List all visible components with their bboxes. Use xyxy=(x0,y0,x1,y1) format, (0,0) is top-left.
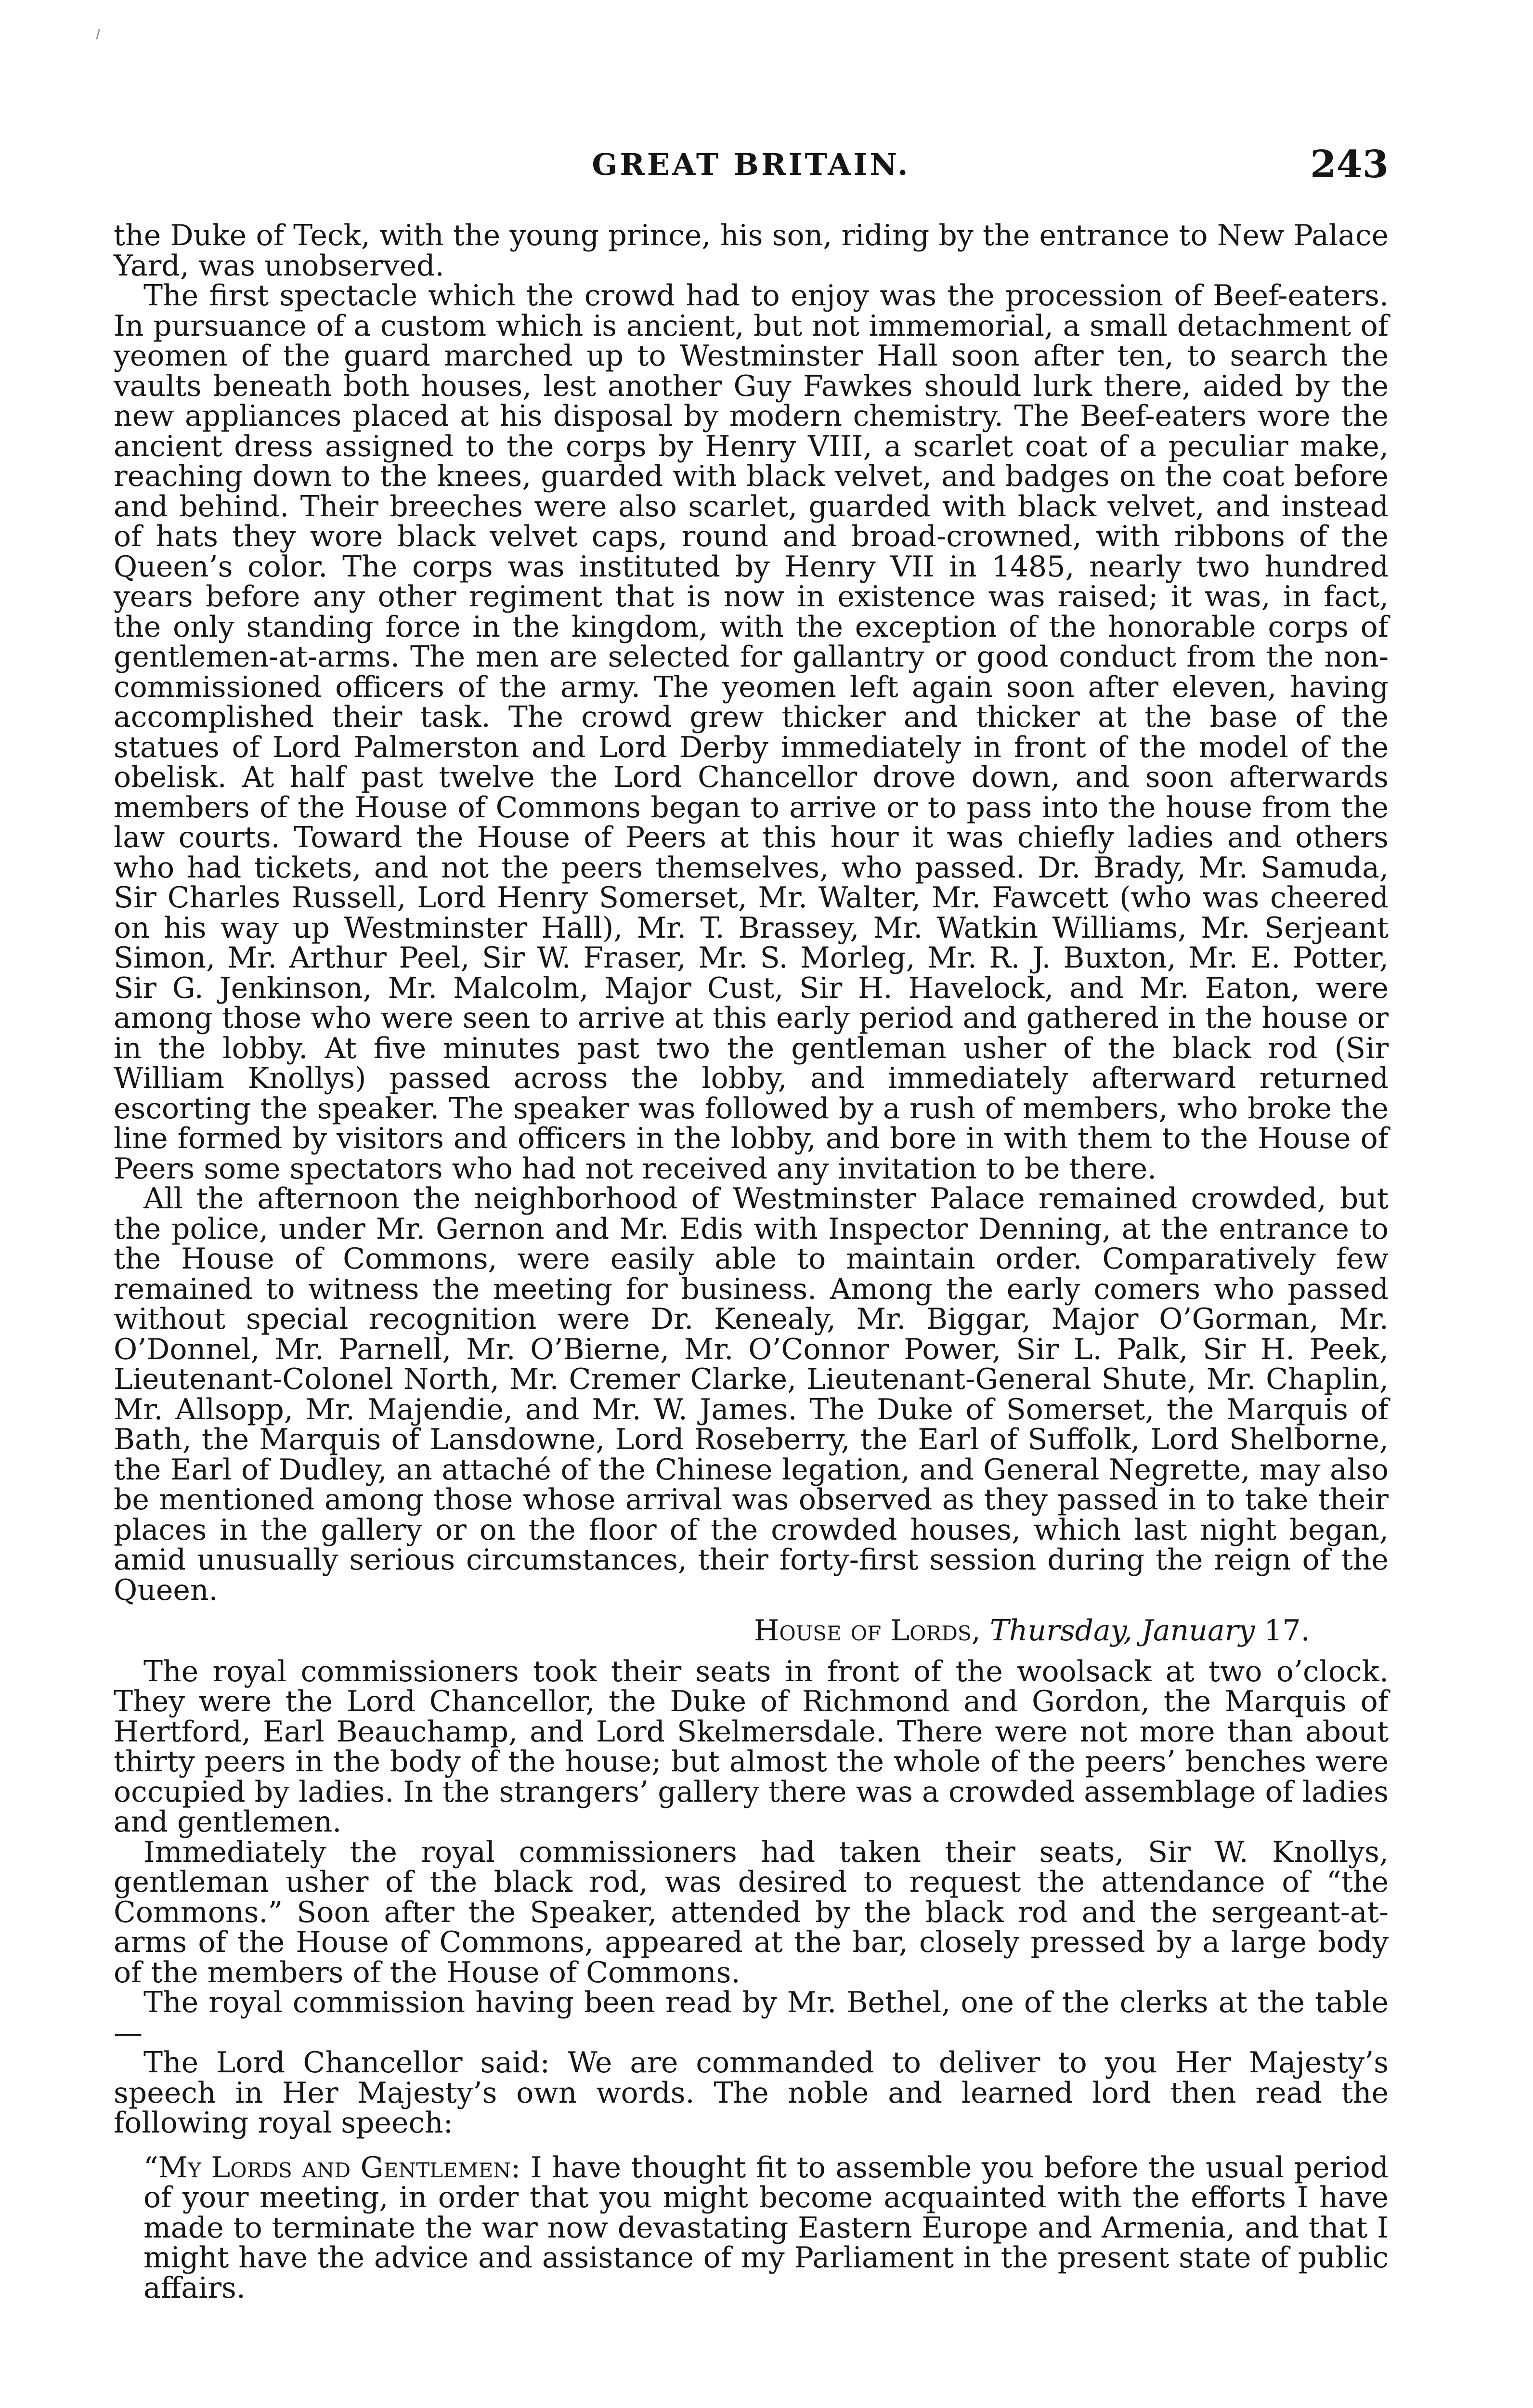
page-number: 243 xyxy=(1310,143,1389,186)
dateline-date: 17. xyxy=(1255,1614,1310,1648)
paragraph-continuation: the Duke of Teck, with the young prince, his son, riding by the entrance to New Palace Yard, was unobserved. xyxy=(114,219,1389,283)
paragraph-commission-read: The royal commission having been read by Mr. Bethel, one of the clerks at the table— xyxy=(114,1986,1389,2050)
body-text xyxy=(114,221,1389,2303)
dateline-place: House of Lords, xyxy=(754,1614,981,1648)
paragraph-afternoon: All the afternoon the neighborhood of Westminster Palace remained crowded, but the police, under Mr. Gernon and Mr. Edis with Inspector Denning, at the entrance to the House of Commons, were easily able to maintain order. Comparatively few remained to witness the meeting for business. Among the early comers who passed without special recognition were Dr. Kenealy, Mr. Biggar, Major O’Gorman, Mr. O’Donnel, Mr. Parnell, Mr. O’Bierne, Mr. O’Connor Power, Sir L. Palk, Sir H. Peek, Lieutenant-Colonel North, Mr. Cremer Clarke, Lieutenant-General Shute, Mr. Chaplin, Mr. Allsopp, Mr. Majendie, and Mr. W. James. The Duke of Somerset, the Marquis of Bath, the Marquis of Lansdowne, Lord Roseberry, the Earl of Suffolk, Lord Shelborne, the Earl of Dudley, an attaché of the Chinese legation, and General Negrette, may also be mentioned among those whose arrival was observed as they passed in to take their places in the gallery or on the floor of the crowded houses, which last night began, amid unusually serious circumstances, their forty-first session during the reign of the Queen. xyxy=(114,1182,1389,1607)
paragraph-black-rod: Immediately the royal commissioners had taken their seats, Sir W. Knollys, gentleman usher of the black rod, was desired to request the attendance of “the Commons.” Soon after the Speaker, attended by the black rod and the sergeant-at-arms of the House of Commons, appeared at the bar, closely pressed by a large body of the members of the House of Commons. xyxy=(114,1835,1389,1989)
speech-salutation: “My Lords and Gentlemen xyxy=(143,2150,511,2185)
royal-speech-opening xyxy=(143,2150,1389,2305)
section-dateline xyxy=(114,1616,1389,1646)
paragraph-commissioners: The royal commissioners took their seats in front of the woolsack at two o’clock. They were the Lord Chancellor, the Duke of Richmond and Gordon, the Marquis of Hertford, Earl Beauchamp, and Lord Skelmersdale. There were not more than about thirty peers in the body of the house; but almost the whole of the peers’ benches were occupied by ladies. In the strangers’ gallery there was a crowded assemblage of ladies and gentlemen. xyxy=(114,1654,1389,1839)
running-head: GREAT BRITAIN. xyxy=(592,147,910,182)
page-header xyxy=(114,141,1389,189)
scan-mark xyxy=(96,29,100,39)
dateline-day: Thursday, January xyxy=(989,1614,1255,1648)
paragraph-beef-eaters: The first spectacle which the crowd had to enjoy was the procession of Beef-eaters. In pursuance of a custom which is ancient, but not immemorial, a small detachment of yeomen of the guard marched up to Westminster Hall soon after ten, to search the vaults beneath both houses, lest another Guy Fawkes should lurk there, aided by the new appliances placed at his disposal by modern chemistry. The Beef-eaters wore the ancient dress assigned to the corps by Henry VIII, a scarlet coat of a peculiar make, reaching down to the knees, guarded with black velvet, and badges on the coat before and behind. Their breeches were also scarlet, guarded with black velvet, and instead of hats they wore black velvet caps, round and broad-crowned, with ribbons of the Queen’s color. The corps was instituted by Henry VII in 1485, nearly two hundred years before any other regiment that is now in existence was raised; it was, in fact, the only standing force in the kingdom, with the exception of the honorable corps of gentlemen-at-arms. The men are selected for gallantry or good conduct from the non-commissioned officers of the army. The yeomen left again soon after eleven, having accomplished their task. The crowd grew thicker and thicker at the base of the statues of Lord Palmerston and Lord Derby immediately in front of the model of the obelisk. At half past twelve the Lord Chancellor drove down, and soon afterwards members of the House of Commons began to arrive or to pass into the house from the law courts. Toward the House of Peers at this hour it was chiefly ladies and others who had tickets, and not the peers themselves, who passed. Dr. Brady, Mr. Samuda, Sir Charles Russell, Lord Henry Somerset, Mr. Walter, Mr. Fawcett (who was cheered on his way up Westminster Hall), Mr. T. Brassey, Mr. Watkin Williams, Mr. Serjeant Simon, Mr. Arthur Peel, Sir W. Fraser, Mr. S. Morleg, Mr. R. J. Buxton, Mr. E. Potter, Sir G. Jenkinson, Mr. Malcolm, Major Cust, Sir H. Havelock, and Mr. Eaton, were among those who were seen to arrive at this early period and gathered in the house or in the lobby. At five minutes past two the gentleman usher of the black rod (Sir William Knollys) passed across the lobby, and immediately afterward returned escorting the speaker. The speaker was followed by a rush of members, who broke the line formed by visitors and officers in the lobby, and bore in with them to the House of Peers some spectators who had not received any invitation to be there. xyxy=(114,279,1389,1186)
paragraph-lord-chancellor: The Lord Chancellor said: We are commanded to deliver to you Her Majesty’s speech in Her Majesty’s own words. The noble and learned lord then read the following royal speech: xyxy=(114,2046,1389,2140)
speech-text: : I have thought fit to assemble you before the usual period of your meeting, in order that you might become acquainted with the efforts I have made to terminate the war now devastating Eastern Europe and Armenia, and that I might have the advice and assistance of my Parliament in the present state of public affairs. xyxy=(143,2150,1389,2305)
